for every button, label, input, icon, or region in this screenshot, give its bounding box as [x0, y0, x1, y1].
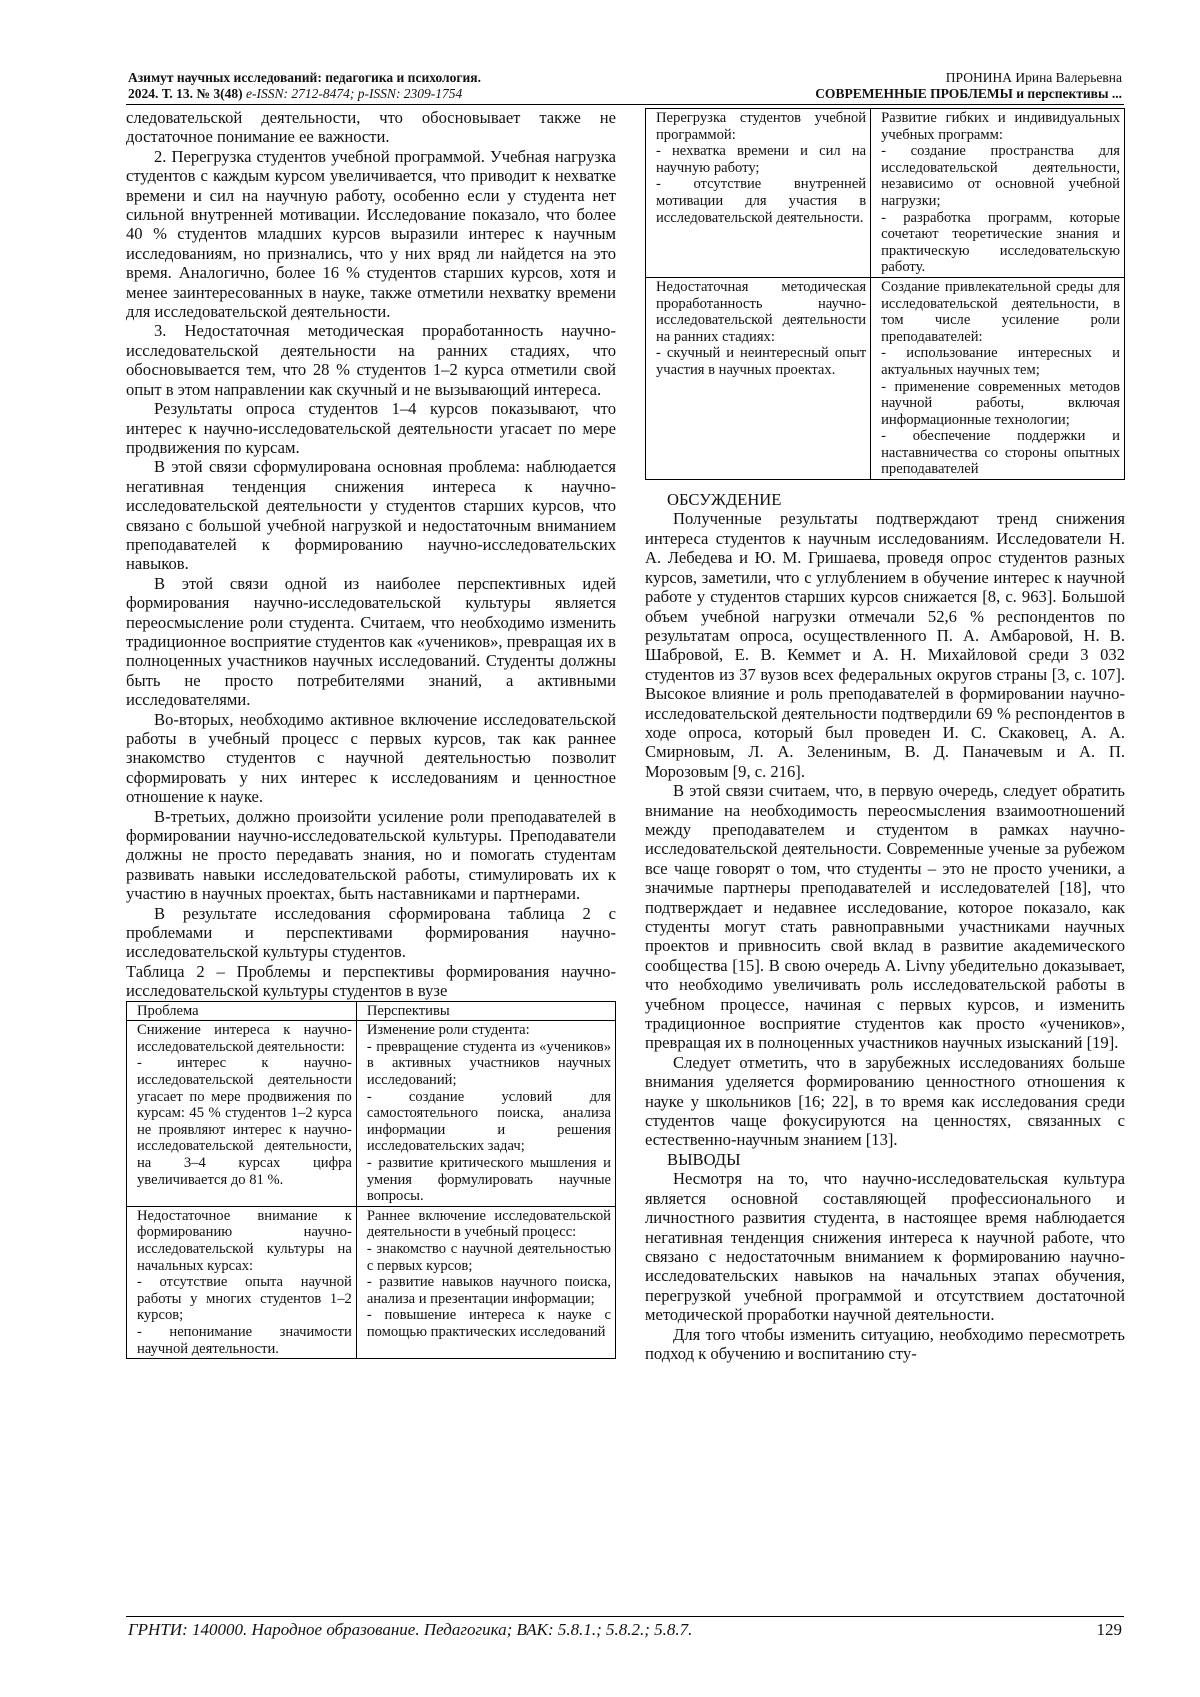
paragraph: Несмотря на то, что научно-исследовательская культура является основной составляющей профессионального и личностного развития студента, в настоящее время наблюдается негативная тенденция снижения интереса к научной работе, что связано с недостаточным вниманием к формированию научно-исследовательских навыков на начальных этапах обучения, перегрузкой учебной программой и отсутствием достаточной методической проработки научной деятельности. [645, 1169, 1125, 1325]
table-2-part-1 [126, 1001, 616, 1359]
problem-cell: Перегрузка студентов учебной программой: - нехватка времени и сил на научную работу; - отсутствие внутренней мотивации для участия в исследовательской деятельности. [646, 109, 871, 278]
problem-cell: Недостаточное внимание к формированию научно-исследовательской культуры на начальных курсах: - отсутствие опыта научной работы у многих студентов 1–2 курсов; - непонимание значимости научной деятельности. [127, 1206, 357, 1358]
running-title-rest: и перспективы ... [1012, 86, 1122, 101]
problem-cell: Недостаточная методическая проработанность научно-исследовательской деятельности на ранних стадиях: - скучный и неинтересный опыт участия в научных проектах. [646, 277, 871, 479]
table-row [127, 1021, 616, 1207]
column-header-perspectives: Перспективы [356, 1001, 615, 1021]
table-row [646, 277, 1125, 479]
header-divider [126, 104, 1124, 105]
table-header-row [127, 1001, 616, 1021]
paragraph: 2. Перегрузка студентов учебной программой. Учебная нагрузка студентов с каждым курсом увеличивается, что приводит к нехватке времени и сил на научную работу, особенно если у студента нет сильной внутренней мотивации. Исследование показало, что более 40 % студентов младших курсов выразили интерес к научным исследованиям, но признались, что у них вряд ли найдется на это время. Аналогично, более 16 % студентов старших курсов, хотя и менее заинтересованных в науке, также отметили нехватку времени для исследовательской деятельности. [126, 146, 616, 322]
paragraph: Для того чтобы изменить ситуацию, необходимо пересмотреть подход к обучению и воспитанию сту- [645, 1324, 1125, 1363]
perspective-cell: Изменение роли студента: - превращение студента из «учеников» в активных участников научных исследований; - создание условий для самостоятельного поиска, анализа информации и решения исследовательских задач; - развитие критического мышления и умения формулировать научные вопросы. [356, 1021, 615, 1207]
column-header-problem: Проблема [127, 1001, 357, 1021]
paragraph: следовательской деятельности, что обосновывает также не достаточное понимание ее важности. [126, 108, 616, 147]
paragraph: В этой связи считаем, что, в первую очередь, следует обратить внимание на необходимость переосмысления взаимоотношений между преподавателем и студентом в рамках научно-исследовательской деятельности. Современные ученые за рубежом все чаще говорят о том, что студенты – это не просто ученики, а значимые партнеры преподавателей и исследователей [18], что подтверждает и недавнее исследование, которое показало, как студенты могут стать равноправными участниками научных проектов и привносить свой вклад в развитие академического сообщества [15]. В свою очередь A. Livny убедительно доказывает, что необходимо увеличивать роль исследовательской работы в учебном процессе, начиная с первых курсов, и изменить традиционное восприятие студентов как просто «учеников», превращая их в полноценных участников научных изысканий [19]. [645, 781, 1125, 1053]
right-column [645, 108, 1125, 1363]
paragraph: В этой связи сформулирована основная проблема: наблюдается негативная тенденция снижения интереса к научно-исследовательской деятельности у студентов старших курсов, что связано с большой учебной нагрузкой и недостаточным вниманием преподавателей к формированию научно-исследовательских навыков. [126, 457, 616, 574]
journal-issn: e-ISSN: 2712-8474; p-ISSN: 2309-1754 [242, 86, 463, 101]
problem-cell: Снижение интереса к научно-исследовательской деятельности: - интерес к научно-исследовательской деятельности угасает по мере продвижения по курсам: 45 % студентов 1–2 курса не проявляют интерес к научно-исследовательской деятельности, на 3–4 курсах цифра увеличивается до 81 %. [127, 1021, 357, 1207]
journal-title: Азимут научных исследований: педагогика и психология. [128, 70, 481, 85]
table-row [127, 1206, 616, 1358]
paragraph: Полученные результаты подтверждают тренд снижения интереса студентов к научным исследованиям. Исследователи Н. А. Лебедева и Ю. М. Гришаева, проведя опрос студентов разных курсов, заметили, что с углублением в обучение интерес к научной работе у студентов старших курсов снижается [8, с. 963]. Большой объем учебной нагрузки отмечали 52,6 % респондентов по результатам опроса, осуществленного П. А. Амбаровой, Н. В. Шабровой, Е. В. Кеммет и А. Н. Михайловой среди 3 032 студентов из 37 вузов всех федеральных округов страны [3, с. 107]. Высокое влияние и роль преподавателей в формировании научно-исследовательской деятельности подтвердили 69 % респондентов в ходе опроса, который был проведен И. С. Скаковец, А. А. Смирновым, Л. А. Зелениным, В. Д. Паначевым и А. П. Морозовым [9, с. 216]. [645, 509, 1125, 781]
paragraph: В-третьих, должно произойти усиление роли преподавателей в формировании научно-исследовательской культуры. Преподаватели должны не просто передавать знания, но и помогать студентам развивать навыки исследовательской работы, стимулировать их к участию в научных проектах, быть наставниками и партнерами. [126, 806, 616, 904]
article-running-head [662, 70, 1122, 102]
running-title: СОВРЕМЕННЫЕ ПРОБЛЕМЫ [815, 86, 1013, 101]
footer-classification: ГРНТИ: 140000. Народное образование. Педагогика; ВАК: 5.8.1.; 5.8.2.; 5.8.7. [128, 1620, 693, 1639]
author-name: ПРОНИНА Ирина Валерьевна [945, 70, 1122, 85]
perspective-cell: Развитие гибких и индивидуальных учебных программ: - создание пространства для исследовательской деятельности, независимо от основной учебной нагрузки; - разработка программ, которые сочетают теоретические знания и практическую исследовательскую работу. [871, 109, 1125, 278]
perspective-cell: Раннее включение исследовательской деятельности в учебный процесс: - знакомство с научной деятельностью с первых курсов; - развитие навыков научного поиска, анализа и презентации информации; - повышение интереса к науке с помощью практических исследований [356, 1206, 615, 1358]
paragraph: Следует отметить, что в зарубежных исследованиях больше внимания уделяется формированию ценностного отношения к науке у школьников [16; 22], в то время как исследования среди студентов чаще фокусируются на ценностях, связанных с естественно-научным знанием [13]. [645, 1052, 1125, 1150]
table-row [646, 109, 1125, 278]
discussion-heading: ОБСУЖДЕНИЕ [667, 490, 782, 510]
journal-issue: 2024. Т. 13. № 3(48) [128, 86, 243, 101]
footer-divider [126, 1616, 1124, 1617]
paragraph: Результаты опроса студентов 1–4 курсов показывают, что интерес к научно-исследовательской деятельности угасает по мере продвижения по курсам. [126, 399, 616, 457]
perspective-cell: Создание привлекательной среды для исследовательской деятельности, в том числе усиление роли преподавателей: - использование интересных и актуальных научных тем; - применение современных методов научной работы, включая информационные технологии; - обеспечение поддержки и наставничества со стороны опытных преподавателей [871, 277, 1125, 479]
paragraph: 3. Недостаточная методическая проработанность научно-исследовательской деятельности на ранних стадиях, что обосновывается тем, что 28 % студентов 1–2 курса отметили свой опыт в этом направлении как скучный и не вызывающий интереса. [126, 321, 616, 399]
page-number: 129 [1096, 1620, 1122, 1639]
paragraph: В результате исследования сформирована таблица 2 с проблемами и перспективами формирования научно-исследовательской культуры студентов. [126, 903, 616, 962]
paragraph: Во-вторых, необходимо активное включение исследовательской работы в учебный процесс с первых курсов, так как раннее знакомство студентов с научной деятельностью позволит сформировать у них интерес к исследованиям и ценностное отношение к науке. [126, 709, 616, 807]
paragraph: В этой связи одной из наиболее перспективных идей формирования научно-исследовательской культуры является переосмысление роли студента. Считаем, что необходимо изменить традиционное восприятие студентов как «учеников», превращая их в полноценных участников научных исследований. Студенты должны быть не просто потребителями знаний, а активными исследователями. [126, 573, 616, 710]
table-caption: Таблица 2 – Проблемы и перспективы формирования научно-исследовательской культуры студентов в вузе [126, 961, 616, 1001]
conclusions-heading: ВЫВОДЫ [667, 1149, 741, 1169]
table-2-part-2 [645, 108, 1125, 480]
left-column [126, 108, 616, 1359]
journal-header [128, 70, 648, 102]
